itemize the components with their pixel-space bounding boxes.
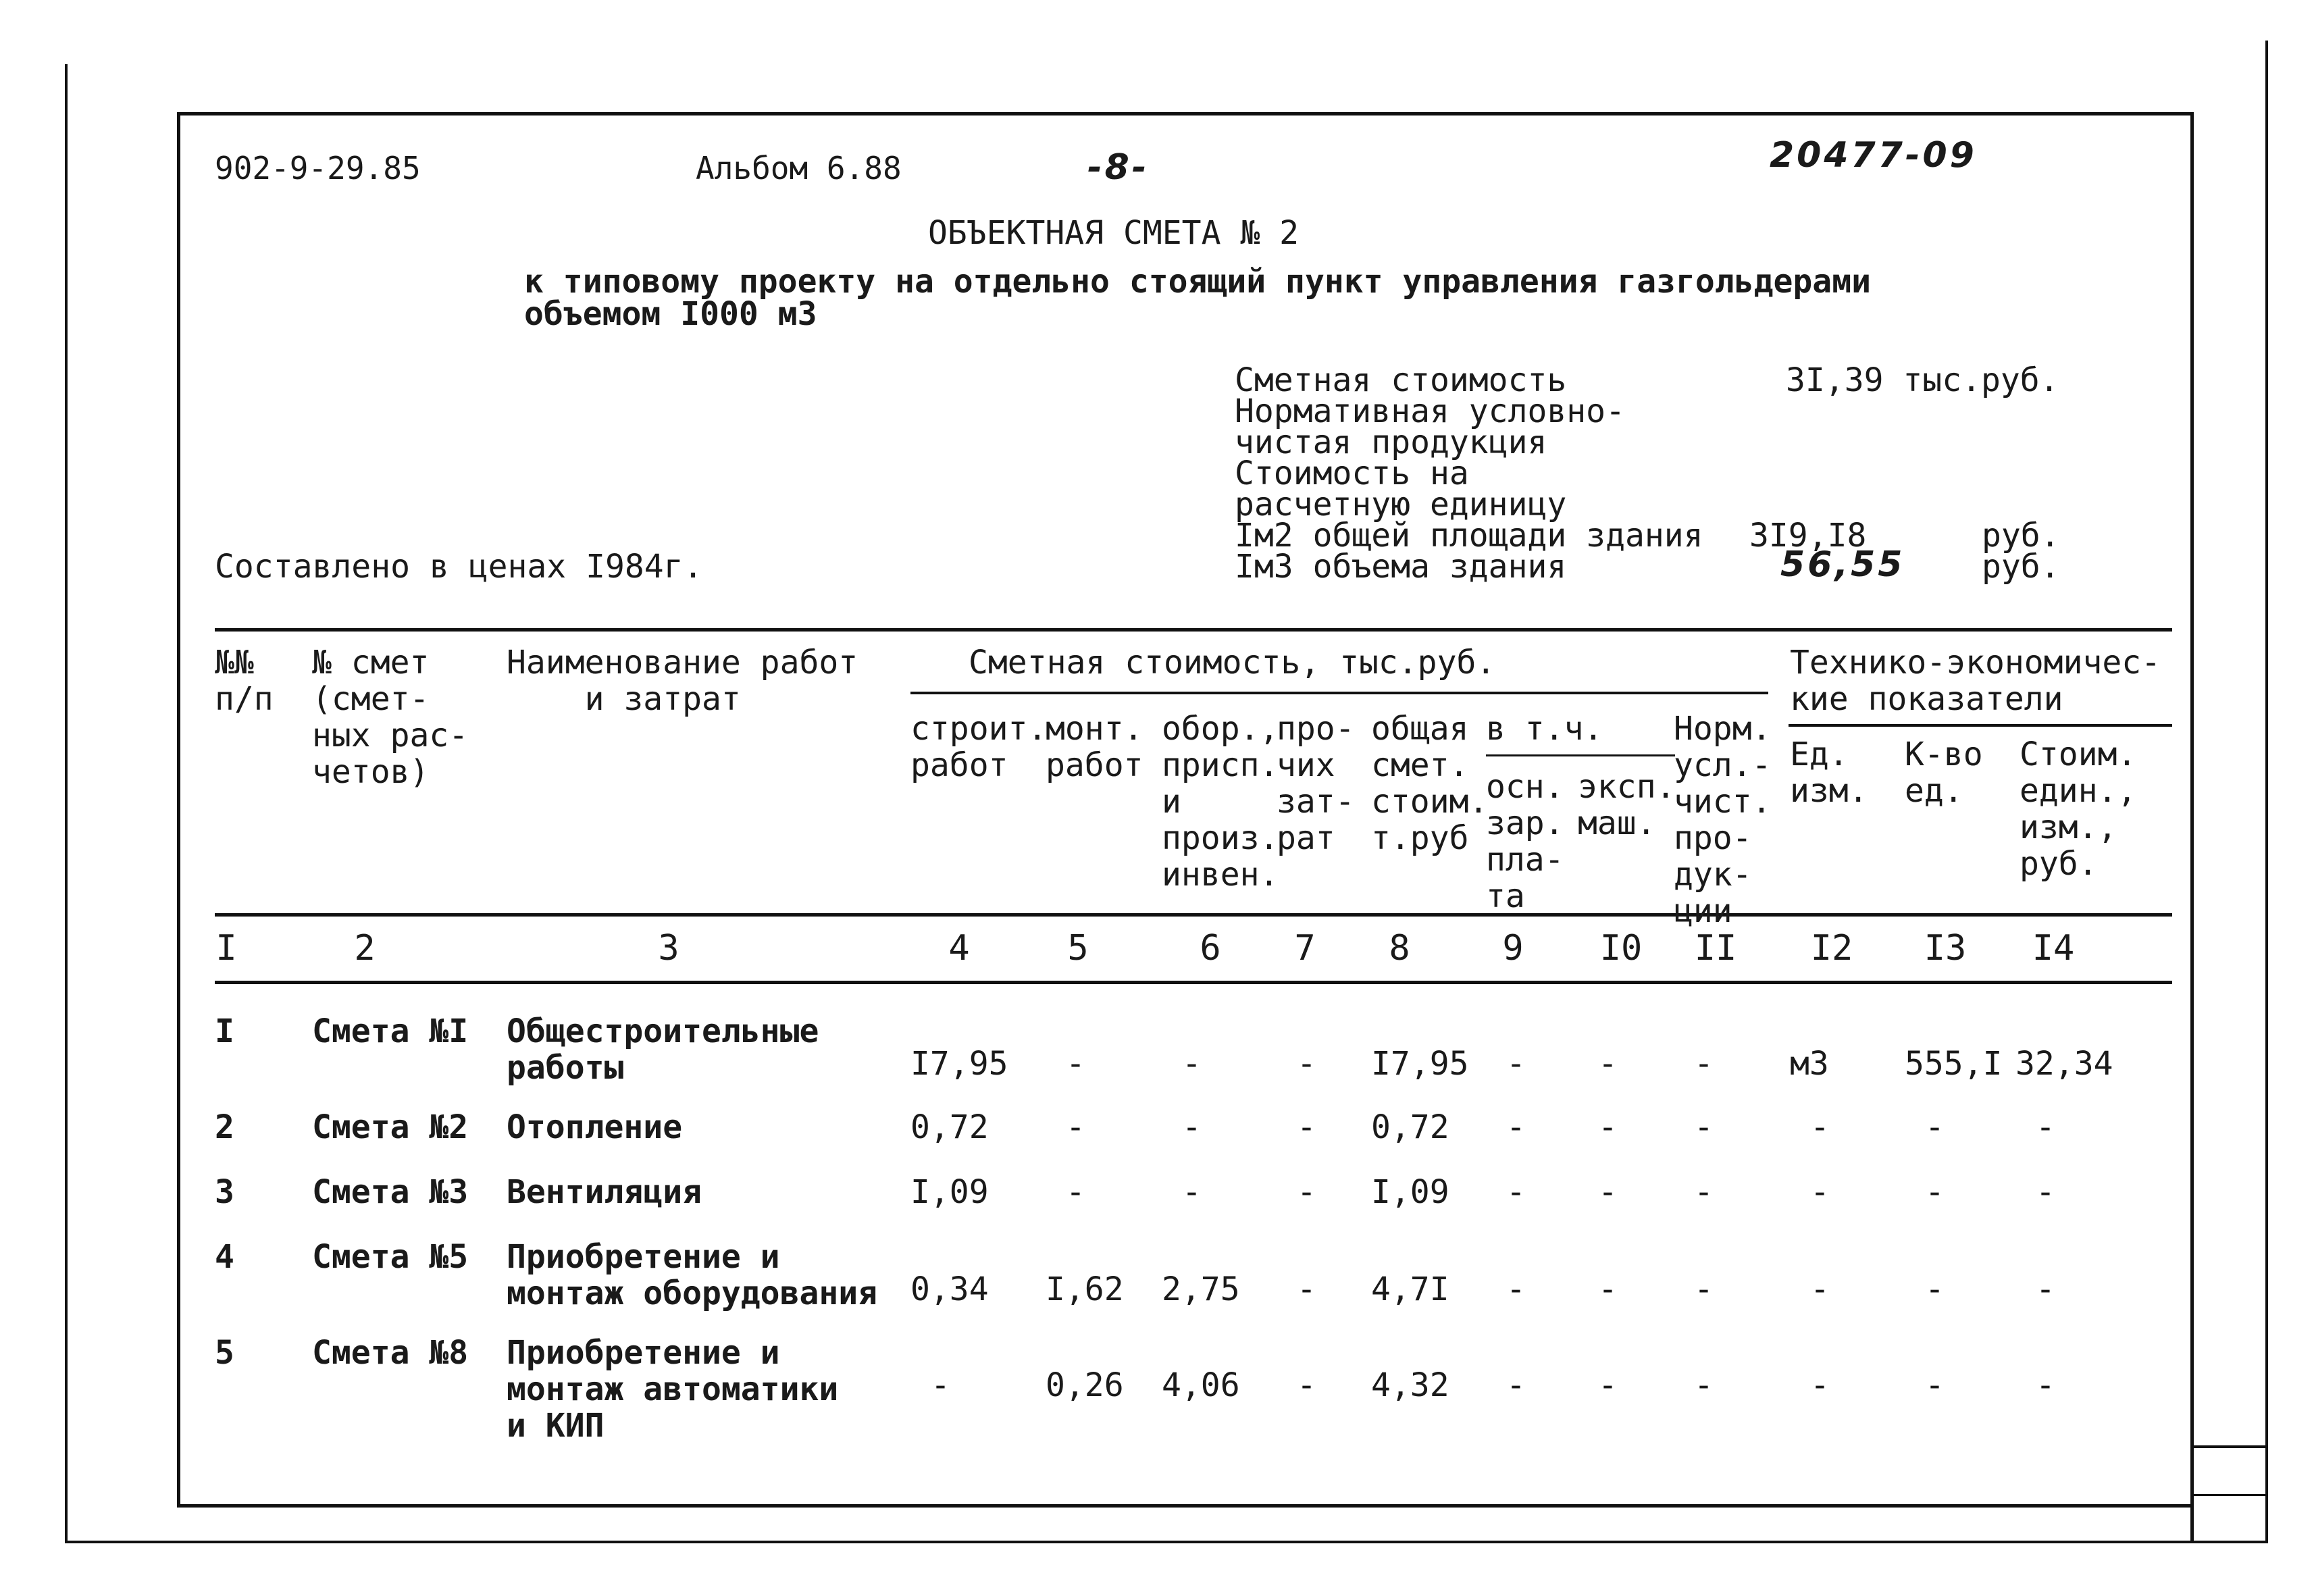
stamp-box-top (2190, 1445, 2268, 1448)
header-machine-operation: эксп. маш. (1578, 768, 1676, 842)
row-number: I (215, 1012, 234, 1050)
cell-c6: - (1182, 1173, 1202, 1211)
cell-c10: - (1598, 1366, 1618, 1404)
work-name: Отопление (507, 1108, 683, 1146)
frame-top (177, 112, 2194, 115)
cell-c11: - (1694, 1173, 1714, 1211)
header-unit: Ед. изм. (1790, 736, 1868, 810)
m3-cost-unit: руб. (1982, 548, 2060, 586)
cell-c5: - (1066, 1173, 1085, 1211)
estimate-number: Смета №5 (312, 1238, 469, 1276)
cell-c7: - (1297, 1108, 1316, 1146)
cell-c6: 2,75 (1162, 1270, 1240, 1308)
column-number: 6 (1200, 928, 1221, 969)
cell-c13: - (1925, 1108, 1945, 1146)
cell-c12: - (1810, 1270, 1830, 1308)
project-description-line1: к типовому проекту на отдельно стоящий пункт управления газгольдерами (524, 263, 1871, 301)
work-name: Общестроительные работы (507, 1012, 819, 1087)
header-unit-cost: Стоим. един., изм., руб. (2020, 736, 2137, 883)
column-number: 4 (948, 928, 970, 969)
column-number: I0 (1599, 928, 1643, 969)
registration-number: 20477-09 (1770, 135, 1977, 176)
cell-c7: - (1297, 1173, 1316, 1211)
header-other-costs: про- чих зат- рат (1277, 710, 1355, 857)
cell-c10: - (1598, 1173, 1618, 1211)
work-name: Вентиляция (507, 1173, 702, 1211)
header-construction-work: строит. работ (910, 710, 1048, 784)
header-quantity: К-во ед. (1905, 736, 1983, 810)
prices-note: Составлено в ценах I984г. (215, 548, 703, 586)
cell-c14: - (2036, 1366, 2055, 1404)
column-number: I4 (2032, 928, 2075, 969)
header-work-name: Наименование работ и затрат (507, 644, 858, 718)
row-number: 3 (215, 1173, 234, 1211)
cell-c8: I7,95 (1371, 1045, 1469, 1083)
unit-cost-label-1: Стоимость на (1235, 455, 1469, 492)
cell-c6: 4,06 (1162, 1366, 1240, 1404)
frame-right (2190, 112, 2194, 1541)
header-row-number: №№ п/п (215, 644, 274, 718)
table-top-rule (215, 628, 2172, 632)
column-number: II (1694, 928, 1737, 969)
cell-c6: - (1182, 1108, 1202, 1146)
header-base-salary: осн. зар. пла- та (1486, 768, 1564, 915)
cell-c7: - (1297, 1270, 1316, 1308)
cell-c8: 4,32 (1371, 1366, 1449, 1404)
estimate-number: Смета №3 (312, 1173, 469, 1211)
cell-c13: 555,I (1905, 1045, 2003, 1083)
header-equipment: обор., присп. и произ. инвен. (1162, 710, 1279, 894)
cost-label: Сметная стоимость (1235, 361, 1567, 399)
cell-c11: - (1694, 1366, 1714, 1404)
column-number: 3 (658, 928, 679, 969)
cell-c12: - (1810, 1108, 1830, 1146)
column-number: 7 (1294, 928, 1316, 969)
cost-group-rule (910, 692, 1768, 694)
cell-c5: 0,26 (1046, 1366, 1124, 1404)
cell-c8: 4,7I (1371, 1270, 1449, 1308)
work-name: Приобретение и монтаж автоматики и КИП (507, 1334, 839, 1445)
cell-c7: - (1297, 1045, 1316, 1083)
subtotal-rule (1486, 754, 1675, 756)
stamp-box-mid (2190, 1494, 2268, 1496)
page-border-left (65, 64, 68, 1543)
cell-c14: 32,34 (2015, 1045, 2113, 1083)
cell-c13: - (1925, 1173, 1945, 1211)
cell-c9: - (1506, 1173, 1526, 1211)
estimate-title: ОБЪЕКТНАЯ СМЕТА № 2 (928, 214, 1300, 252)
cell-c13: - (1925, 1366, 1945, 1404)
cell-c5: I,62 (1046, 1270, 1124, 1308)
project-description-line2: объемом I000 м3 (524, 295, 817, 333)
frame-bottom (177, 1504, 2194, 1508)
header-total-cost: общая смет. стоим. т.руб (1371, 710, 1489, 857)
cell-c4: 0,72 (910, 1108, 989, 1146)
m2-cost-value: 3I9,I8 (1749, 517, 1867, 555)
cell-c9: - (1506, 1108, 1526, 1146)
norm-label-2: чистая продукция (1235, 423, 1547, 461)
cell-c4: I7,95 (910, 1045, 1008, 1083)
row-number: 5 (215, 1334, 234, 1372)
cell-c4: - (931, 1366, 950, 1404)
page-mark: -8- (1087, 147, 1150, 188)
cell-c10: - (1598, 1108, 1618, 1146)
work-name: Приобретение и монтаж оборудования (507, 1238, 878, 1312)
cell-c5: - (1066, 1045, 1085, 1083)
m2-cost-unit: руб. (1982, 517, 2060, 555)
cell-c12: - (1810, 1173, 1830, 1211)
cell-c9: - (1506, 1045, 1526, 1083)
cell-c12: - (1810, 1366, 1830, 1404)
cell-c13: - (1925, 1270, 1945, 1308)
cell-c4: I,09 (910, 1173, 989, 1211)
cell-c4: 0,34 (910, 1270, 989, 1308)
column-number: 5 (1067, 928, 1089, 969)
m3-cost-value: 56,55 (1780, 544, 1905, 585)
estimate-number: Смета №8 (312, 1334, 469, 1372)
column-number: 9 (1502, 928, 1524, 969)
header-bottom-rule (215, 913, 2172, 917)
cell-c9: - (1506, 1366, 1526, 1404)
doc-code: 902-9-29.85 (215, 150, 421, 186)
norm-label-1: Нормативная условно- (1235, 392, 1625, 430)
cell-c5: - (1066, 1108, 1085, 1146)
tech-group-rule (1789, 724, 2172, 727)
page-border-right (2265, 41, 2268, 1543)
cell-c14: - (2036, 1270, 2055, 1308)
cell-c11: - (1694, 1045, 1714, 1083)
m2-cost-label: Iм2 общей площади здания (1235, 517, 1703, 555)
frame-left (177, 112, 180, 1508)
cell-c9: - (1506, 1270, 1526, 1308)
column-number: 8 (1389, 928, 1410, 969)
header-cost-group: Сметная стоимость, тыс.руб. (969, 644, 1496, 681)
cell-c6: - (1182, 1045, 1202, 1083)
cell-c14: - (2036, 1173, 2055, 1211)
cell-c11: - (1694, 1108, 1714, 1146)
row-number: 2 (215, 1108, 234, 1146)
cell-c7: - (1297, 1366, 1316, 1404)
page-border-bottom (65, 1541, 2268, 1543)
m3-cost-label: Iм3 объема здания (1235, 548, 1567, 586)
cell-c12: м3 (1790, 1045, 1829, 1083)
cell-c8: 0,72 (1371, 1108, 1449, 1146)
header-tech-group: Технико-экономичес- кие показатели (1790, 644, 2161, 718)
cell-c11: - (1694, 1270, 1714, 1308)
estimate-number: Смета №I (312, 1012, 469, 1050)
row-number: 4 (215, 1238, 234, 1276)
header-estimate-number: № смет (смет- ных рас- четов) (312, 644, 469, 791)
header-normative-product: Норм. усл.- чист. про- дук- ции (1674, 710, 1772, 930)
header-installation-work: монт. работ (1046, 710, 1143, 784)
cell-c10: - (1598, 1045, 1618, 1083)
cell-c14: - (2036, 1108, 2055, 1146)
cell-c8: I,09 (1371, 1173, 1449, 1211)
colnum-bottom-rule (215, 981, 2172, 984)
cost-value: 3I,39 тыс.руб. (1786, 361, 2059, 399)
album-label: Альбом 6.88 (696, 150, 902, 186)
unit-cost-label-2: расчетную единицу (1235, 486, 1567, 523)
column-number: I (215, 928, 237, 969)
estimate-number: Смета №2 (312, 1108, 469, 1146)
cell-c10: - (1598, 1270, 1618, 1308)
header-including: в т.ч. (1486, 710, 1603, 748)
column-number: I2 (1810, 928, 1853, 969)
column-number: 2 (354, 928, 376, 969)
column-number: I3 (1924, 928, 1967, 969)
